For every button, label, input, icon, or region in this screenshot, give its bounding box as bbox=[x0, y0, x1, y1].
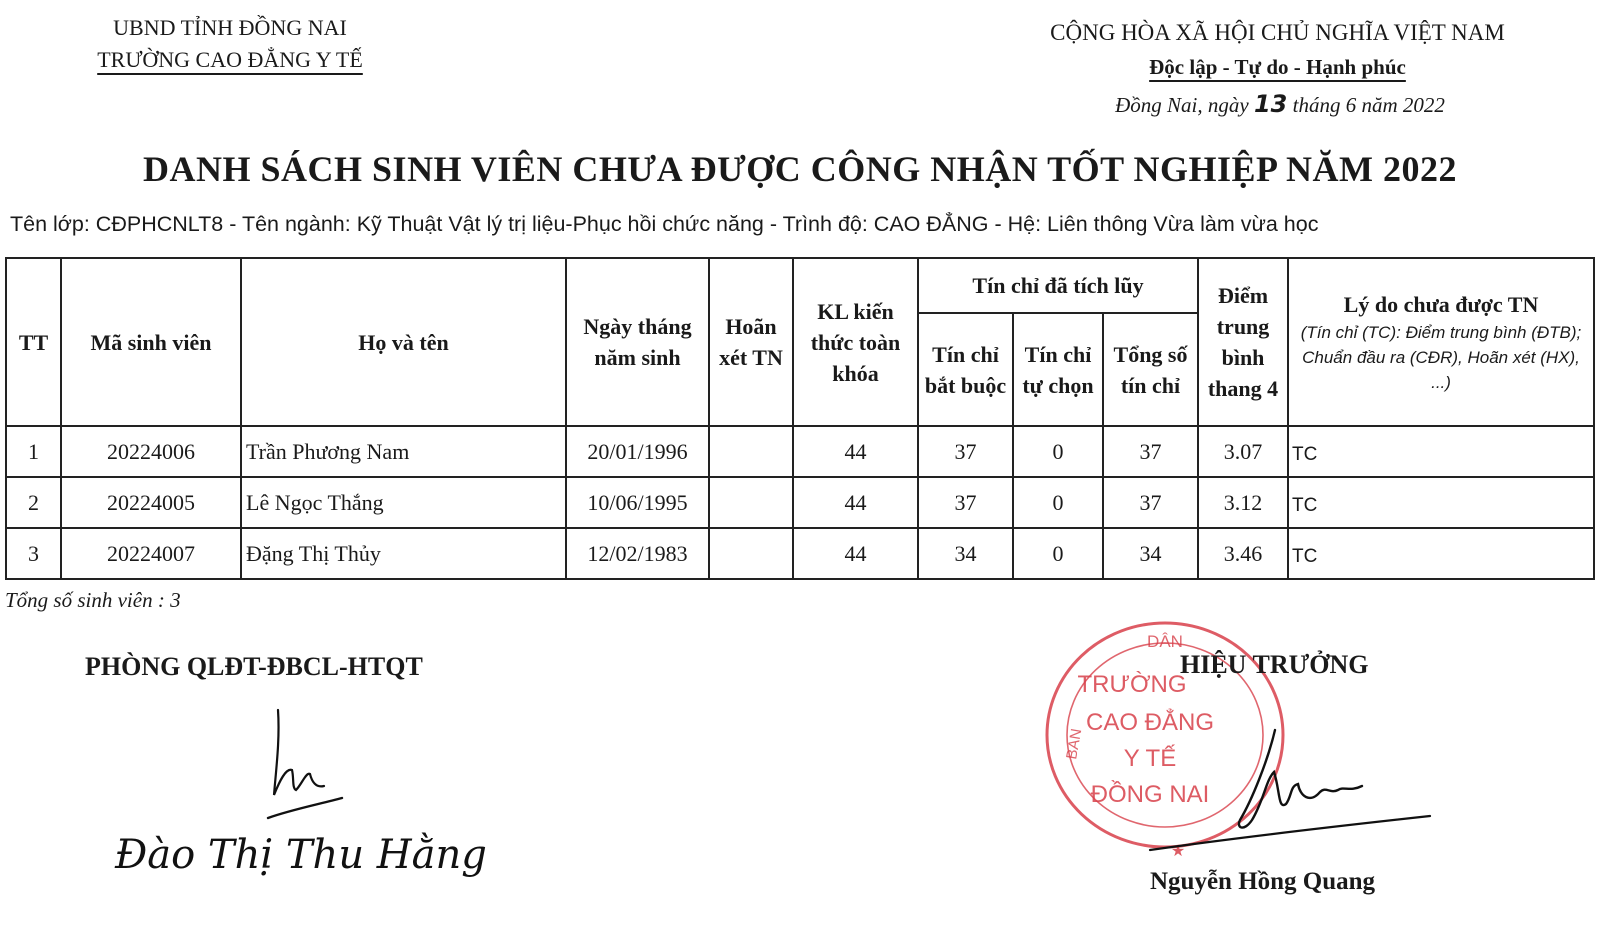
reason-heading: Lý do chưa được TN bbox=[1343, 292, 1539, 317]
cell-postponed bbox=[709, 477, 793, 528]
org-line-2: TRƯỜNG CAO ĐẲNG Y TẾ bbox=[97, 47, 363, 72]
cell-elective: 0 bbox=[1013, 426, 1103, 477]
col-sum: Tổng số tín chỉ bbox=[1103, 313, 1198, 426]
reason-legend: (Tín chỉ (TC): Điểm trung bình (ĐTB); Chuẩn đầu ra (CĐR), Hoãn xét (HX), ...) bbox=[1300, 323, 1582, 392]
cell-student-id: 20224006 bbox=[61, 426, 241, 477]
cell-dob: 12/02/1983 bbox=[566, 528, 709, 579]
table-row bbox=[6, 528, 1594, 579]
col-postponed: Hoãn xét TN bbox=[709, 258, 793, 426]
cell-dob: 20/01/1996 bbox=[566, 426, 709, 477]
cell-tt: 1 bbox=[6, 426, 61, 477]
col-dob: Ngày tháng năm sinh bbox=[566, 258, 709, 426]
svg-text:BAN: BAN bbox=[1063, 727, 1086, 761]
cell-reason: TC bbox=[1288, 528, 1594, 579]
cell-sum: 37 bbox=[1103, 477, 1198, 528]
cell-elective: 0 bbox=[1013, 528, 1103, 579]
table-row bbox=[6, 426, 1594, 477]
issue-date bbox=[1030, 90, 1530, 118]
signer-left-name: Đào Thị Thu Hằng bbox=[115, 832, 487, 878]
department-title: PHÒNG QLĐT-ĐBCL-HTQT bbox=[85, 652, 423, 681]
table-row bbox=[6, 477, 1594, 528]
signature-right bbox=[1140, 700, 1440, 870]
cell-dob: 10/06/1995 bbox=[566, 477, 709, 528]
issuing-organization bbox=[40, 12, 420, 76]
col-student-id: Mã sinh viên bbox=[61, 258, 241, 426]
org-line-1: UBND TỈNH ĐỒNG NAI bbox=[113, 15, 347, 40]
col-gpa: Điểm trung bình thang 4 bbox=[1198, 258, 1288, 426]
cell-reason: TC bbox=[1288, 426, 1594, 477]
principal-title: HIỆU TRƯỞNG bbox=[1180, 650, 1369, 679]
principal-name: Nguyễn Hồng Quang bbox=[1150, 868, 1376, 895]
cell-full-name: Lê Ngọc Thắng bbox=[241, 477, 566, 528]
total-students: Tổng số sinh viên : 3 bbox=[5, 588, 181, 612]
cell-sum: 34 bbox=[1103, 528, 1198, 579]
cell-reason: TC bbox=[1288, 477, 1594, 528]
cell-total-credits: 44 bbox=[793, 528, 918, 579]
col-total-credits: KL kiến thức toàn khóa bbox=[793, 258, 918, 426]
nation-name: CỘNG HÒA XÃ HỘI CHỦ NGHĨA VIỆT NAM bbox=[1050, 20, 1505, 45]
svg-text:DÂN: DÂN bbox=[1147, 632, 1183, 651]
date-suffix: tháng 6 năm 2022 bbox=[1292, 93, 1445, 117]
cell-total-credits: 44 bbox=[793, 426, 918, 477]
date-day: 13 bbox=[1253, 90, 1288, 118]
cell-required: 37 bbox=[918, 426, 1013, 477]
seal-line-2: CAO ĐẲNG bbox=[1085, 709, 1215, 736]
date-prefix: Đồng Nai, ngày bbox=[1115, 93, 1249, 117]
cell-full-name: Đặng Thị Thủy bbox=[241, 528, 566, 579]
signature-left bbox=[250, 700, 370, 825]
col-full-name: Họ và tên bbox=[241, 258, 566, 426]
cell-required: 37 bbox=[918, 477, 1013, 528]
cell-student-id: 20224005 bbox=[61, 477, 241, 528]
seal-line-3: Y TẾ bbox=[1123, 745, 1177, 772]
national-header bbox=[975, 16, 1580, 84]
cell-student-id: 20224007 bbox=[61, 528, 241, 579]
cell-total-credits: 44 bbox=[793, 477, 918, 528]
seal-star-icon: ★ bbox=[1170, 841, 1186, 860]
cell-tt: 3 bbox=[6, 528, 61, 579]
col-group-accumulated: Tín chỉ đã tích lũy bbox=[918, 258, 1198, 313]
cell-gpa: 3.46 bbox=[1198, 528, 1288, 579]
cell-tt: 2 bbox=[6, 477, 61, 528]
col-elective: Tín chỉ tự chọn bbox=[1013, 313, 1103, 426]
seal-line-4: ĐỒNG NAI bbox=[1090, 781, 1210, 808]
seal-line-1: TRƯỜNG bbox=[1077, 671, 1187, 698]
class-info: Tên lớp: CĐPHCNLT8 - Tên ngành: Kỹ Thuật Vật lý trị liệu-Phục hồi chức năng - Trình độ: CAO ĐẲNG - Hệ: Liên thông Vừa làm vừa học bbox=[10, 212, 1319, 236]
col-reason bbox=[1288, 258, 1594, 426]
col-required: Tín chỉ bắt buộc bbox=[918, 313, 1013, 426]
cell-full-name: Trần Phương Nam bbox=[241, 426, 566, 477]
cell-postponed bbox=[709, 426, 793, 477]
cell-postponed bbox=[709, 528, 793, 579]
document-title: DANH SÁCH SINH VIÊN CHƯA ĐƯỢC CÔNG NHẬN TỐT NGHIỆP NĂM 2022 bbox=[143, 149, 1457, 189]
national-motto: Độc lập - Tự do - Hạnh phúc bbox=[1149, 55, 1406, 79]
cell-gpa: 3.12 bbox=[1198, 477, 1288, 528]
cell-required: 34 bbox=[918, 528, 1013, 579]
student-table bbox=[5, 257, 1595, 580]
cell-sum: 37 bbox=[1103, 426, 1198, 477]
cell-elective: 0 bbox=[1013, 477, 1103, 528]
col-tt: TT bbox=[6, 258, 61, 426]
cell-gpa: 3.07 bbox=[1198, 426, 1288, 477]
